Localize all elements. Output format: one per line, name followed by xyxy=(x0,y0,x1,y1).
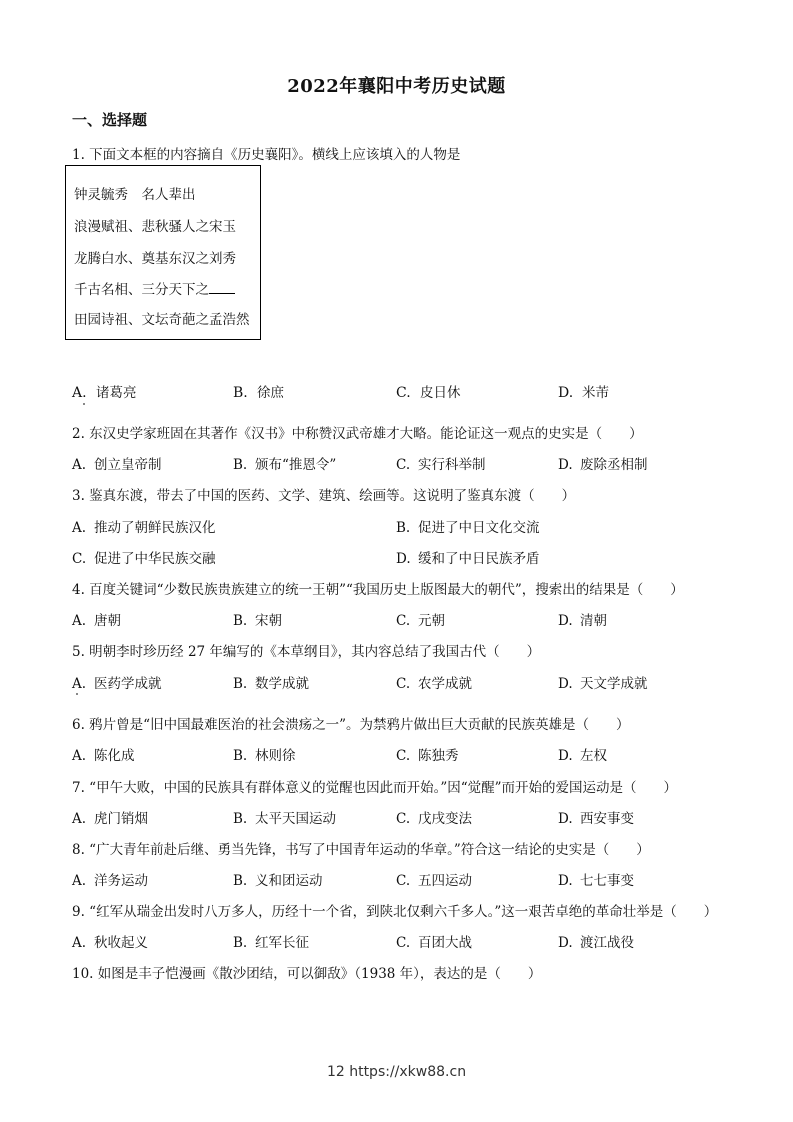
text-box-line-1: 钟灵毓秀 名人辈出 xyxy=(74,187,196,203)
q4-option-b: B. 宋朝 xyxy=(233,613,282,629)
text-box-line-5: 田园诗祖、文坛奇葩之孟浩然 xyxy=(74,312,250,328)
question-4: 4. 百度关键词“少数民族贵族建立的统一王朝”“我国历史上版图最大的朝代”，搜索出的结果是（ ） xyxy=(72,582,684,598)
q1-option-c: C. 皮日休 xyxy=(396,385,461,401)
q1-option-a: A. 诸葛亮 xyxy=(72,385,137,401)
q6-option-a: A. 陈化成 xyxy=(72,748,135,764)
q3-option-c: C. 促进了中华民族交融 xyxy=(72,551,216,567)
q8-option-d: D. 七七事变 xyxy=(558,873,634,889)
question-7: 7. “甲午大败，中国的民族具有群体意义的觉醒也因此而开始。”因“觉醒”而开始的爱国运动是（ ） xyxy=(72,780,678,796)
q9-option-a: A. 秋收起义 xyxy=(72,935,148,951)
scan-mark xyxy=(83,403,85,405)
q4-option-d: D. 清朝 xyxy=(558,613,607,629)
q1-option-b: B. 徐庶 xyxy=(233,385,284,401)
q2-option-b: B. 颁布“推恩令” xyxy=(233,457,337,473)
q5-option-d: D. 天文学成就 xyxy=(558,676,648,692)
q3-option-b: B. 促进了中日文化交流 xyxy=(396,520,540,536)
question-3: 3. 鉴真东渡，带去了中国的医药、文学、建筑、绘画等。这说明了鉴真东渡（ ） xyxy=(72,488,576,504)
q7-option-a: A. 虎门销烟 xyxy=(72,811,148,827)
scan-mark xyxy=(76,693,78,695)
q6-option-c: C. 陈独秀 xyxy=(396,748,459,764)
q8-option-b: B. 义和团运动 xyxy=(233,873,323,889)
q3-option-d: D. 缓和了中日民族矛盾 xyxy=(396,551,540,567)
q2-option-c: C. 实行科举制 xyxy=(396,457,486,473)
question-2: 2. 东汉史学家班固在其著作《汉书》中称赞汉武帝雄才大略。能论证这一观点的史实是（ ） xyxy=(72,426,643,442)
question-1: 1. 下面文本框的内容摘自《历史襄阳》。横线上应该填入的人物是 xyxy=(72,147,461,163)
page-title: 2022年襄阳中考历史试题 xyxy=(287,76,506,97)
q4-option-a: A. 唐朝 xyxy=(72,613,121,629)
question-5: 5. 明朝李时珍历经 27 年编写的《本草纲目》，其内容总结了我国古代（ ） xyxy=(72,644,541,660)
q7-option-b: B. 太平天国运动 xyxy=(233,811,336,827)
q9-option-b: B. 红军长征 xyxy=(233,935,309,951)
q2-option-d: D. 废除丞相制 xyxy=(558,457,648,473)
q7-option-c: C. 戊戌变法 xyxy=(396,811,472,827)
q7-option-d: D. 西安事变 xyxy=(558,811,634,827)
q9-option-d: D. 渡江战役 xyxy=(558,935,634,951)
fill-blank xyxy=(209,292,235,294)
text-box-line-4 xyxy=(74,278,235,298)
q6-option-d: D. 左权 xyxy=(558,748,607,764)
text-box xyxy=(65,165,261,340)
q5-option-b: B. 数学成就 xyxy=(233,676,309,692)
q8-option-c: C. 五四运动 xyxy=(396,873,472,889)
q2-option-a: A. 创立皇帝制 xyxy=(72,457,162,473)
question-6: 6. 鸦片曾是“旧中国最难医治的社会溃疡之一”。为禁鸦片做出巨大贡献的民族英雄是（ ） xyxy=(72,717,630,733)
text-box-line-4-text: 千古名相、三分天下之 xyxy=(74,282,209,298)
q8-option-a: A. 洋务运动 xyxy=(72,873,148,889)
question-8: 8. “广大青年前赴后继、勇当先锋，书写了中国青年运动的华章。”符合这一结论的史实是（ ） xyxy=(72,842,650,858)
question-10: 10. 如图是丰子恺漫画《散沙团结，可以御敌》（1938 年），表达的是（ ） xyxy=(72,966,542,982)
q1-option-d: D. 米芾 xyxy=(558,385,609,401)
page-footer: 12 https://xkw88.cn xyxy=(326,1064,467,1080)
question-9: 9. “红军从瑞金出发时八万多人，历经十一个省，到陕北仅剩六千多人。”这一艰苦卓绝的革命壮举是（ ） xyxy=(72,904,718,920)
q4-option-c: C. 元朝 xyxy=(396,613,445,629)
text-box-line-3: 龙腾白水、奠基东汉之刘秀 xyxy=(74,251,236,267)
section-heading: 一、选择题 xyxy=(72,111,148,129)
q6-option-b: B. 林则徐 xyxy=(233,748,296,764)
q3-option-a: A. 推动了朝鲜民族汉化 xyxy=(72,520,216,536)
q9-option-c: C. 百团大战 xyxy=(396,935,472,951)
q5-option-c: C. 农学成就 xyxy=(396,676,472,692)
text-box-line-2: 浪漫赋祖、悲秋骚人之宋玉 xyxy=(74,219,236,235)
q5-option-a: A. 医药学成就 xyxy=(72,676,162,692)
